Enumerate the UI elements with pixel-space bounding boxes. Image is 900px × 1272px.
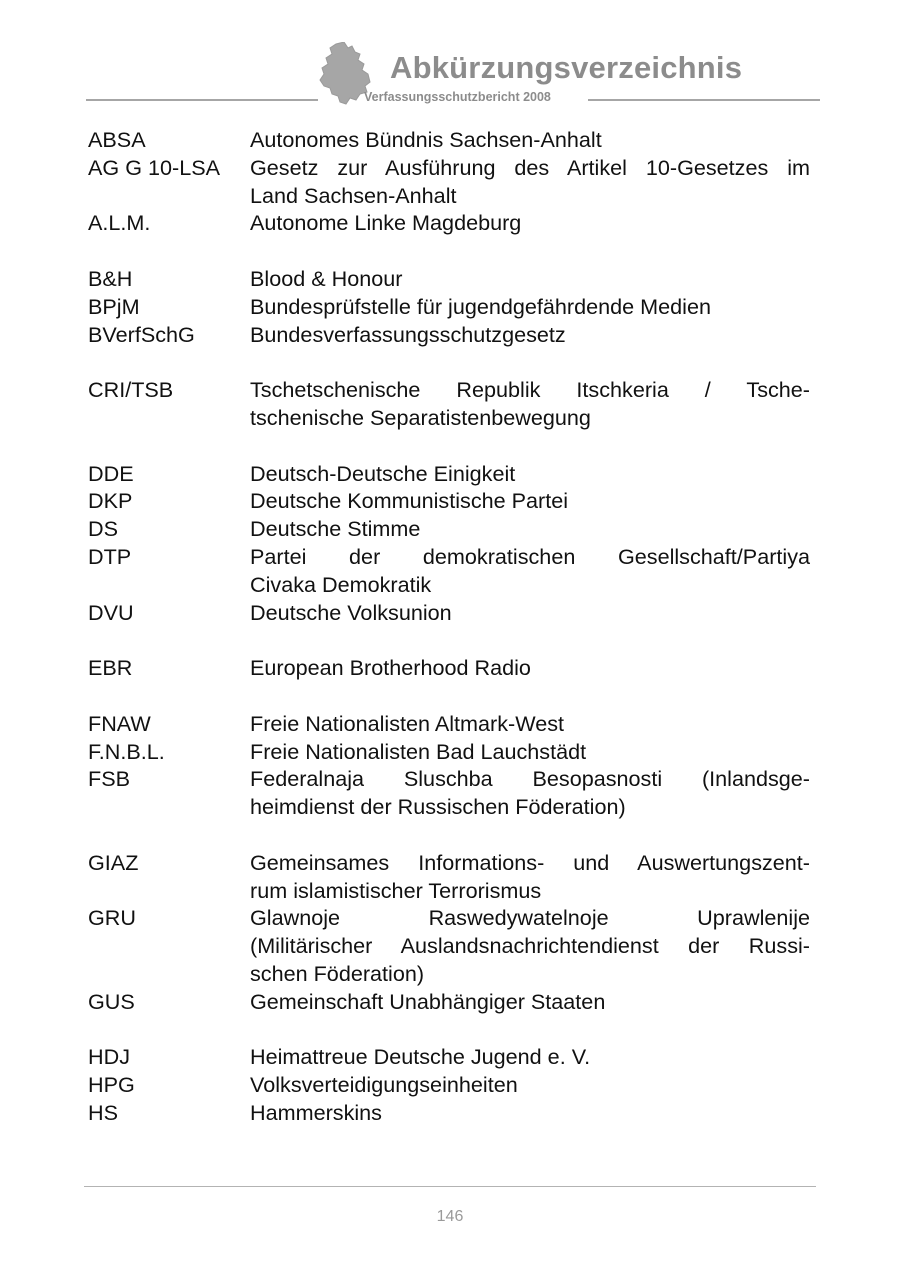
abbreviation-definition [250, 515, 810, 543]
abbreviation-definition [250, 988, 810, 1016]
abbreviation-entry [88, 904, 810, 987]
abbreviation-entry [88, 738, 810, 766]
abbreviation-group [88, 265, 810, 348]
abbreviation-term: HPG [88, 1072, 135, 1098]
definition-line: Heimattreue Deutsche Jugend e. V. [250, 1044, 591, 1070]
definition-line: Autonomes Bündnis Sachsen-Anhalt [250, 127, 602, 152]
abbreviation-definition [250, 265, 810, 293]
definition-line: Blood & Honour [250, 265, 403, 291]
abbreviation-entry [88, 376, 810, 432]
footer-divider [84, 1186, 816, 1187]
page-number: 146 [436, 1208, 464, 1225]
definition-line: heimdienst der Russischen Föderation) [250, 794, 626, 820]
definition-line: Bundesverfassungsschutzgesetz [250, 321, 566, 347]
abbreviation-definition [250, 293, 810, 321]
abbreviation-term: GRU [88, 905, 136, 931]
abbreviation-definition [250, 904, 810, 987]
abbreviation-entry [88, 988, 810, 1016]
definition-line: schen Föderation) [250, 960, 425, 986]
definition-line: Hammerskins [250, 1099, 382, 1125]
abbreviation-entry [88, 487, 810, 515]
abbreviation-term: DKP [88, 488, 133, 514]
definition-line: Civaka Demokratik [250, 571, 432, 597]
abbreviation-term: A.L.M. [88, 210, 151, 236]
abbreviation-entry [88, 154, 810, 210]
abbreviation-group [88, 849, 810, 1016]
abbreviation-entry [88, 710, 810, 738]
definition-line: European Brotherhood Radio [250, 655, 531, 681]
abbreviation-term: FNAW [88, 710, 151, 736]
header-divider-left [86, 99, 318, 101]
abbreviation-term: DTP [88, 543, 132, 569]
abbreviation-definition [250, 154, 810, 210]
definition-line: Volksverteidigungseinheiten [250, 1072, 518, 1098]
abbreviation-group [88, 1043, 810, 1126]
definition-line: Deutsche Kommunistische Partei [250, 488, 569, 514]
abbreviation-term: HDJ [88, 1044, 130, 1070]
definition-line: Gemeinschaft Unabhängiger Staaten [250, 988, 606, 1014]
definition-line: Deutsch-Deutsche Einigkeit [250, 460, 516, 486]
definition-line: Federalnaja Sluschba Besopasnosti (Inlandsge- [250, 766, 810, 792]
abbreviation-definition [250, 1071, 810, 1099]
definition-line: Partei der demokratischen Gesellschaft/Partiya [250, 543, 810, 569]
abbreviation-term: HS [88, 1099, 118, 1125]
abbreviation-group [88, 460, 810, 627]
abbreviation-entry [88, 515, 810, 543]
abbreviation-definition [250, 599, 810, 627]
definition-line: Gemeinsames Informations- und Auswertungszent- [250, 849, 810, 875]
abbreviation-term: BPjM [88, 293, 140, 319]
abbreviation-entry [88, 293, 810, 321]
abbreviation-entry [88, 543, 810, 599]
abbreviation-group [88, 710, 810, 821]
abbreviation-term: GIAZ [88, 849, 139, 875]
abbreviation-entry [88, 126, 810, 154]
abbreviation-group [88, 126, 810, 237]
abbreviation-entry [88, 321, 810, 349]
abbreviation-list [88, 126, 810, 1154]
abbreviation-definition [250, 460, 810, 488]
abbreviation-definition [250, 710, 810, 738]
definition-line: Freie Nationalisten Altmark-West [250, 710, 565, 736]
abbreviation-term: CRI/TSB [88, 377, 174, 403]
definition-line: Gesetz zur Ausführung des Artikel 10-Gesetzes im [250, 154, 810, 180]
abbreviation-entry [88, 265, 810, 293]
definition-line: tschenische Separatistenbewegung [250, 404, 591, 430]
abbreviation-group [88, 376, 810, 432]
abbreviation-definition [250, 654, 810, 682]
abbreviation-definition [250, 543, 810, 599]
abbreviation-definition [250, 849, 810, 905]
abbreviation-term: DVU [88, 599, 134, 625]
abbreviation-term: F.N.B.L. [88, 738, 165, 764]
definition-line: Deutsche Volksunion [250, 599, 452, 625]
definition-line: (Militärischer Auslandsnachrichtendienst der Russi- [250, 933, 810, 959]
abbreviation-entry [88, 460, 810, 488]
abbreviation-term: GUS [88, 988, 135, 1014]
definition-line: Land Sachsen-Anhalt [250, 182, 457, 208]
definition-line: Bundesprüfstelle für jugendgefährdende Medien [250, 293, 711, 319]
definition-line: Deutsche Stimme [250, 516, 421, 542]
abbreviation-term: DDE [88, 460, 134, 486]
definition-line: Glawnoje Raswedywatelnoje Uprawlenije [250, 905, 810, 931]
abbreviation-entry [88, 1099, 810, 1127]
definition-line: Freie Nationalisten Bad Lauchstädt [250, 738, 587, 764]
abbreviation-definition [250, 376, 810, 432]
abbreviation-definition [250, 1099, 810, 1127]
abbreviation-entry [88, 599, 810, 627]
abbreviation-entry [88, 765, 810, 821]
abbreviation-definition [250, 765, 810, 821]
definition-line: Tschetschenische Republik Itschkeria / Tsche- [250, 377, 810, 403]
abbreviation-definition [250, 321, 810, 349]
header-divider-right [588, 99, 820, 101]
abbreviation-entry [88, 1043, 810, 1071]
page-header [0, 0, 900, 120]
abbreviation-definition [250, 209, 810, 237]
abbreviation-term: AG G 10-LSA [88, 154, 221, 180]
report-subtitle: Verfassungsschutzbericht 2008 [364, 90, 551, 104]
abbreviation-definition [250, 126, 810, 154]
abbreviation-term: BVerfSchG [88, 321, 195, 347]
abbreviation-definition [250, 738, 810, 766]
abbreviation-entry [88, 209, 810, 237]
abbreviation-term: ABSA [88, 127, 146, 152]
abbreviation-term: B&H [88, 265, 133, 291]
abbreviation-entry [88, 1071, 810, 1099]
abbreviation-group [88, 654, 810, 682]
abbreviation-entry [88, 654, 810, 682]
abbreviation-term: EBR [88, 655, 133, 681]
abbreviation-definition [250, 1043, 810, 1071]
abbreviation-definition [250, 487, 810, 515]
abbreviation-term: DS [88, 516, 118, 542]
definition-line: rum islamistischer Terrorismus [250, 877, 542, 903]
page-title: Abkürzungsverzeichnis [390, 50, 743, 85]
abbreviation-entry [88, 849, 810, 905]
abbreviation-term: FSB [88, 766, 130, 792]
definition-line: Autonome Linke Magdeburg [250, 210, 522, 236]
